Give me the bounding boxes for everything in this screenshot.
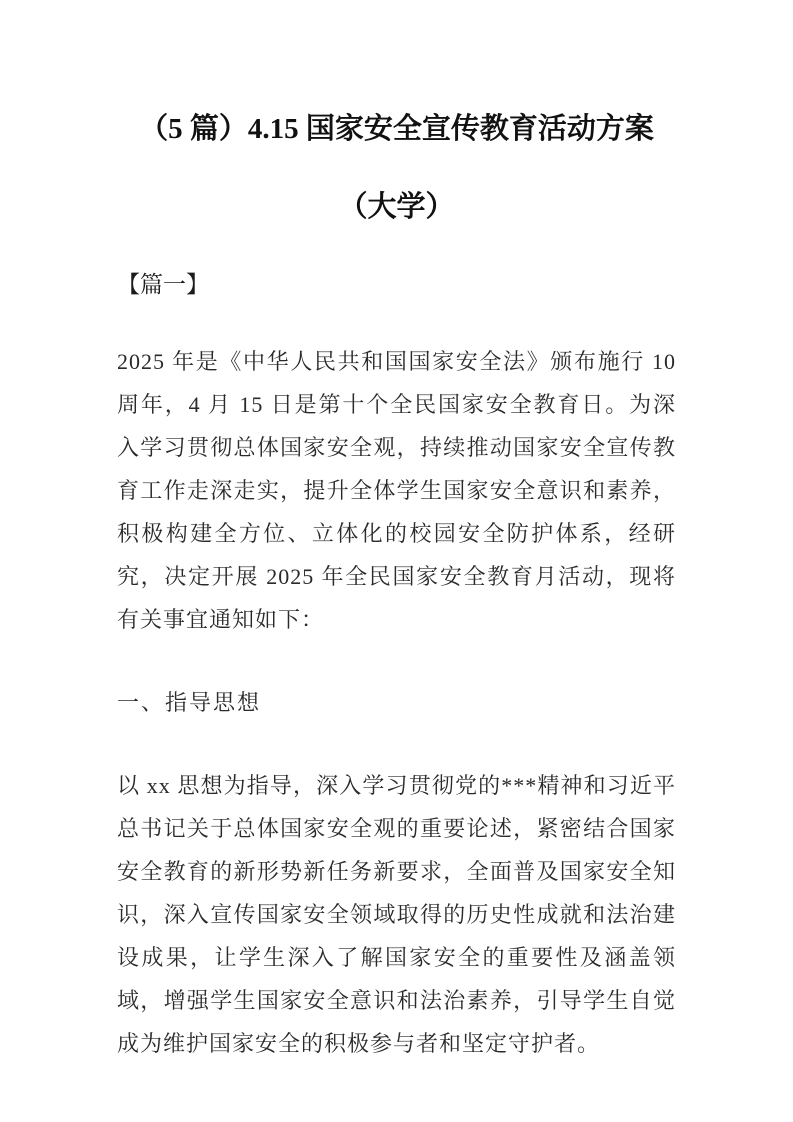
section-marker-part-one: 【篇一】 [117,272,209,298]
document-title-line1: （5 篇）4.15 国家安全宣传教育活动方案 [139,113,654,145]
document-title-line2: （大学） [338,191,455,224]
heading-guiding-ideology: 一、指导思想 [117,690,262,716]
paragraph-guiding-ideology: 以 xx 思想为指导，深入学习贯彻党的***精神和习近平总书记关于总体国家安全观的重要论述，紧密结合国家安全教育的新形势新任务新要求，全面普及国家安全知识，深入宣传国家安全领域取得的历史性成就和法治建设成果，让学生深入了解国家安全的重要性及涵盖领域，增强学生国家安全意识和法治素养，引导学生自觉成为维护国家安全的积极参与者和坚定守护者。 [117,773,676,1057]
paragraph-intro: 2025 年是《中华人民共和国国家安全法》颁布施行 10 周年，4 月 15 日是第十个全民国家安全教育日。为深入学习贯彻总体国家安全观，持续推动国家安全宣传教育工作走深走实，提升全体学生国家安全意识和素养，积极构建全方位、立体化的校园安全防护体系，经研究，决定开展 2025 年全民国家安全教育月活动，现将有关事宜通知如下： [117,349,676,633]
document-content [0,108,793,1065]
